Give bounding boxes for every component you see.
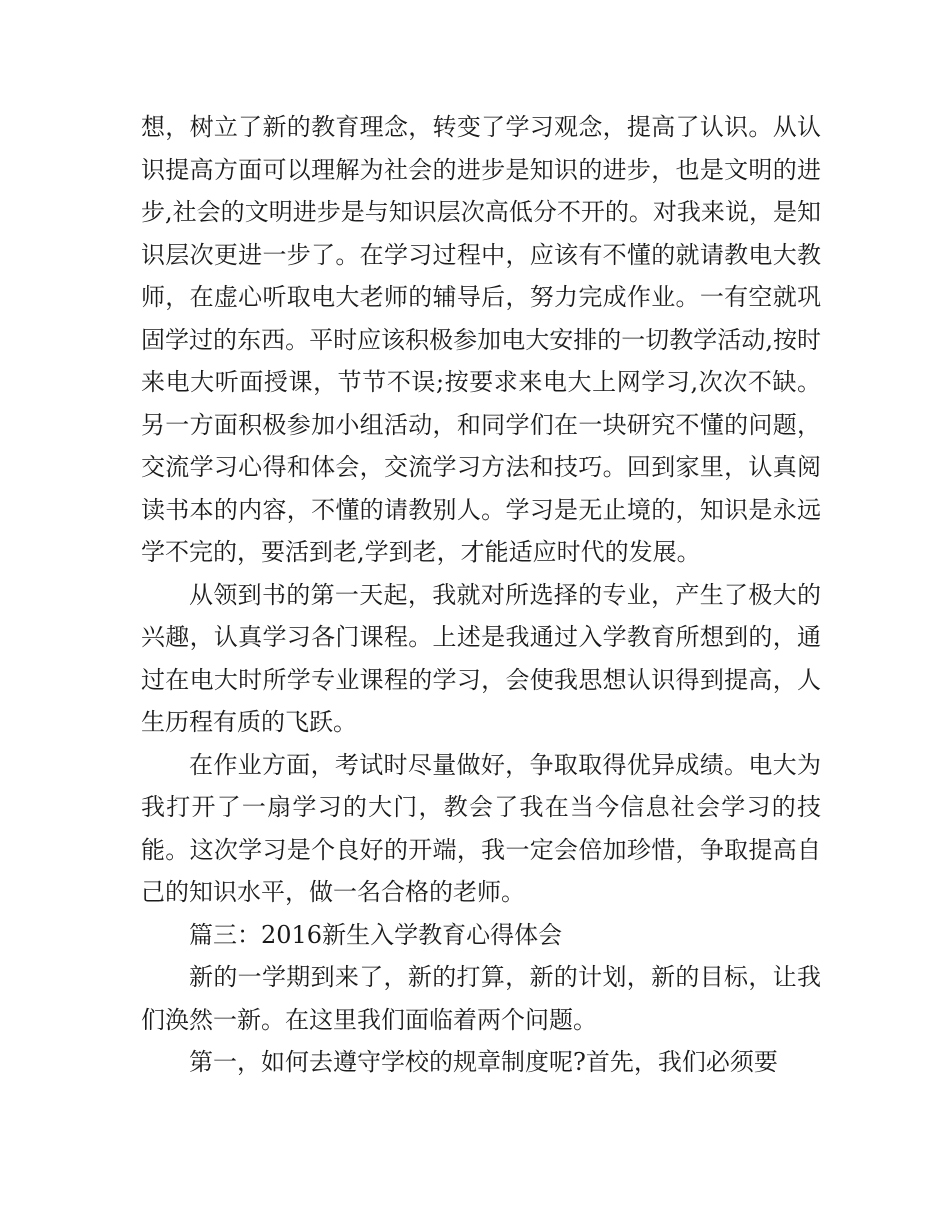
document-body	[141, 106, 821, 1084]
paragraph-continued: 想，树立了新的教育理念，转变了学习观念，提高了认识。从认识提高方面可以理解为社会的进步是知识的进步，也是文明的进步,社会的文明进步是与知识层次高低分不开的。对我来说，是知识层次更进一步了。在学习过程中，应该有不懂的就请教电大教师，在虚心听取电大老师的辅导后，努力完成作业。一有空就巩固学过的东西。平时应该积极参加电大安排的一切教学活动,按时来电大听面授课，节节不误;按要求来电大上网学习,次次不缺。另一方面积极参加小组活动，和同学们在一块研究不懂的问题，交流学习心得和体会，交流学习方法和技巧。回到家里，认真阅读书本的内容，不懂的请教别人。学习是无止境的，知识是永远学不完的，要活到老,学到老，才能适应时代的发展。	[141, 113, 821, 566]
paragraph: 在作业方面，考试时尽量做好，争取取得优异成绩。电大为我打开了一扇学习的大门，教会了我在当今信息社会学习的技能。这次学习是个良好的开端，我一定会倍加珍惜，争取提高自己的知识水平，做一名合格的老师。	[141, 750, 821, 906]
paragraph: 第一，如何去遵守学校的规章制度呢?首先，我们必须要	[189, 1048, 778, 1076]
section-heading: 篇三：2016新生入学教育心得体会	[189, 920, 563, 949]
paragraph: 新的一学期到来了，新的打算，新的计划，新的目标，让我们涣然一新。在这里我们面临着两个问题。	[141, 963, 821, 1034]
paragraph: 从领到书的第一天起，我就对所选择的专业，产生了极大的兴趣，认真学习各门课程。上述是我通过入学教育所想到的，通过在电大时所学专业课程的学习，会使我思想认识得到提高，人生历程有质的飞跃。	[141, 580, 821, 736]
